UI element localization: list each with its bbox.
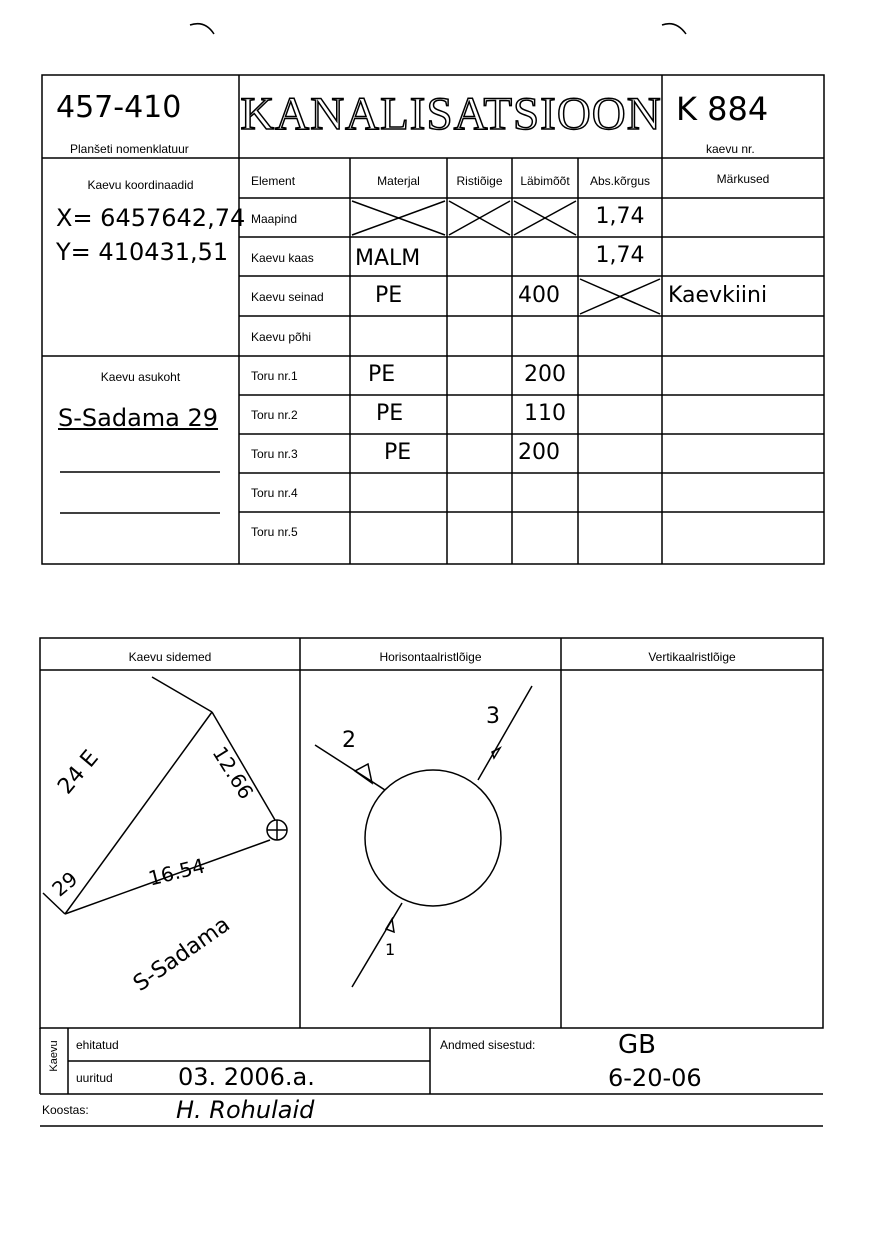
col-header-elevation: Abs.kõrgus: [589, 174, 651, 188]
row-label: Kaevu kaas: [251, 251, 314, 265]
sketch-col-links-label: Kaevu sidemed: [128, 650, 212, 664]
sketch-dist-bottom: 16.54: [145, 853, 208, 891]
coord-y-value: Y= 410431,51: [56, 238, 229, 266]
pipe-1-label: 1: [385, 940, 396, 959]
cell-material-toru1: PE: [368, 362, 396, 387]
footer-entered-date: 6-20-06: [608, 1064, 702, 1092]
cell-abs-maapind: 1,74: [595, 204, 645, 229]
footer-side-label: Kaevu: [48, 1040, 60, 1072]
row-label: Toru nr.5: [251, 525, 298, 539]
cell-diameter-toru1: 200: [524, 362, 566, 387]
col-header-element: Element: [251, 174, 296, 188]
row-label: Kaevu seinad: [251, 290, 324, 304]
row-label: Toru nr.1: [251, 369, 298, 383]
sketch-col-horizontal-label: Horisontaalristlõige: [379, 650, 482, 664]
sketch-col-vertical-label: Vertikaalristlõige: [648, 650, 736, 664]
col-header-diameter: Läbimõõt: [520, 174, 570, 188]
footer-surveyed-value: 03. 2006.a.: [178, 1063, 315, 1091]
pipe-3-label: 3: [486, 704, 500, 729]
footer-surveyed-label: uuritud: [76, 1071, 113, 1085]
footer-entered-by: GB: [618, 1030, 656, 1060]
well-number-label: kaevu nr.: [706, 142, 755, 156]
coord-x-value: X= 6457642,74: [56, 204, 246, 232]
footer-compiled-by: H. Rohulaid: [176, 1096, 315, 1124]
cell-material-toru2: PE: [376, 401, 404, 426]
nomenclature-value: 457-410: [56, 90, 182, 125]
sketch-house-a: 24 E: [53, 745, 104, 800]
row-label: Kaevu põhi: [251, 330, 312, 344]
footer-entered-label: Andmed sisestud:: [440, 1038, 536, 1052]
col-header-notes: Märkused: [716, 172, 770, 186]
row-label: Toru nr.3: [251, 447, 298, 461]
row-label: Toru nr.4: [251, 486, 298, 500]
footer-built-label: ehitatud: [76, 1038, 119, 1052]
footer-compiled-label: Koostas:: [42, 1103, 89, 1117]
cell-abs-kaas: 1,74: [595, 243, 645, 268]
location-label: Kaevu asukoht: [100, 370, 181, 384]
sketch-house-b: 29: [47, 866, 83, 902]
cell-material-seinad: PE: [375, 283, 403, 308]
well-number-value: K 884: [676, 90, 769, 128]
sketch-dist-top: 12.66: [207, 742, 259, 804]
cell-diameter-seinad: 400: [518, 283, 560, 308]
coords-label: Kaevu koordinaadid: [87, 178, 194, 192]
cell-notes-seinad: Kaevkiini: [668, 283, 768, 308]
pipe-2-label: 2: [342, 728, 356, 753]
cell-material-kaas: MALM: [355, 246, 421, 271]
location-value: S-Sadama 29: [58, 404, 219, 432]
form-title: KANALISATSIOON: [240, 88, 662, 140]
sketch-street-label: S-Sadama: [128, 912, 235, 997]
cell-diameter-toru2: 110: [524, 401, 566, 426]
col-header-material: Materjal: [377, 174, 420, 188]
row-label: Maapind: [251, 212, 298, 226]
cell-material-toru3: PE: [384, 440, 412, 465]
col-header-cross-section: Ristiõige: [456, 174, 503, 188]
cell-diameter-toru3: 200: [518, 440, 560, 465]
nomenclature-label: Planšeti nomenklatuur: [70, 142, 189, 156]
row-label: Toru nr.2: [251, 408, 298, 422]
